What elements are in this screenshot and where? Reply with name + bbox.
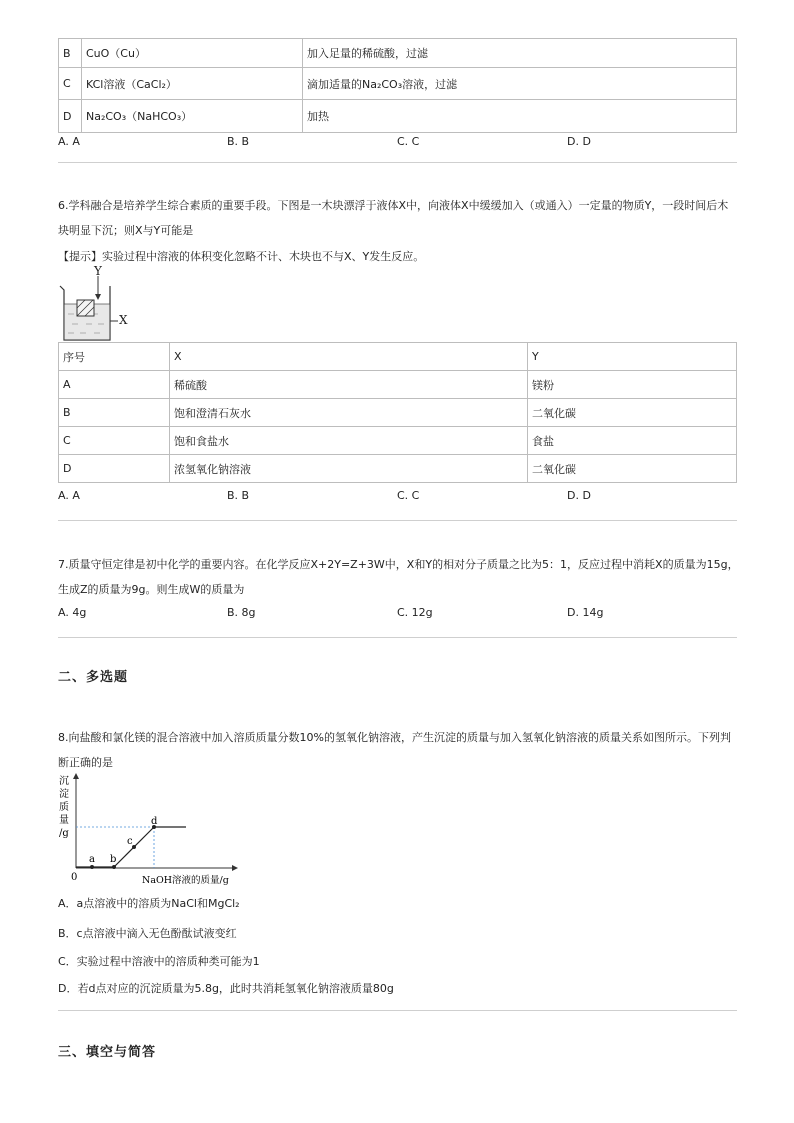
- graph-point-b: [112, 865, 116, 869]
- table-cell: 饱和食盐水: [170, 427, 528, 455]
- table-cell: Na₂CO₃（NaHCO₃）: [82, 100, 303, 133]
- table-header-cell: Y: [528, 343, 737, 371]
- graph-y-label-char: 量: [59, 815, 69, 826]
- table-cell: B: [59, 39, 82, 68]
- table-cell: 镁粉: [528, 371, 737, 399]
- q6-option-b[interactable]: B. B: [227, 489, 250, 502]
- graph-y-label-char: /g: [59, 828, 69, 839]
- table-cell: D: [59, 455, 170, 483]
- table-cell: 二氧化碳: [528, 399, 737, 427]
- table-cell: 加热: [303, 100, 737, 133]
- graph-point-a: [90, 865, 94, 869]
- graph-label-a: a: [89, 854, 95, 865]
- table-cell: 饱和澄清石灰水: [170, 399, 528, 427]
- q6-option-a[interactable]: A. A: [58, 489, 80, 502]
- table-cell: 滴加适量的Na₂CO₃溶液，过滤: [303, 68, 737, 100]
- beaker-figure: [58, 264, 148, 344]
- table-header-cell: 序号: [59, 343, 170, 371]
- table-row: [59, 455, 737, 483]
- table-header-row: [59, 343, 737, 371]
- q8-option-d[interactable]: D．若d点对应的沉淀质量为5.8g，此时共消耗氢氧化钠溶液质量80g: [58, 982, 394, 995]
- section-title: 二、多选题: [58, 670, 129, 685]
- q8-stem-line2: 断正确的是: [58, 756, 113, 769]
- table-row: [59, 371, 737, 399]
- table-cell: KCl溶液（CaCl₂）: [82, 68, 303, 100]
- figure-label-y: Y: [94, 264, 102, 278]
- q5-option-b[interactable]: B. B: [227, 135, 250, 148]
- table-row: [59, 427, 737, 455]
- table-cell: C: [59, 68, 82, 100]
- graph-label-b: b: [110, 854, 117, 865]
- q5-option-c[interactable]: C. C: [397, 135, 420, 148]
- q6-table: [58, 342, 737, 483]
- section-title: 三、填空与简答: [58, 1045, 157, 1060]
- q7-option-b[interactable]: B. 8g: [227, 606, 256, 619]
- q5-option-a[interactable]: A. A: [58, 135, 80, 148]
- graph-y-label-char: 淀: [59, 789, 69, 800]
- graph-label-d: d: [151, 816, 158, 827]
- table-cell: C: [59, 427, 170, 455]
- q8-option-b[interactable]: B．c点溶液中滴入无色酚酞试液变红: [58, 927, 237, 940]
- graph-origin-label: 0: [71, 872, 78, 883]
- figure-label-x: X: [119, 313, 128, 327]
- q7-stem-line2: 生成Z的质量为9g。则生成W的质量为: [58, 583, 245, 596]
- table-header-cell: X: [170, 343, 528, 371]
- table-row: [59, 100, 737, 133]
- table-cell: B: [59, 399, 170, 427]
- q6-stem-line2: 块明显下沉；则X与Y可能是: [58, 224, 194, 237]
- table-cell: 加入足量的稀硫酸，过滤: [303, 39, 737, 68]
- divider: [58, 520, 737, 521]
- table-row: [59, 68, 737, 100]
- q8-option-a[interactable]: A．a点溶液中的溶质为NaCl和MgCl₂: [58, 897, 240, 910]
- q7-option-d[interactable]: D. 14g: [567, 606, 604, 619]
- q8-option-c[interactable]: C．实验过程中溶液中的溶质种类可能为1: [58, 955, 260, 968]
- table-cell: 稀硫酸: [170, 371, 528, 399]
- q5-option-d[interactable]: D. D: [567, 135, 591, 148]
- divider: [58, 1010, 737, 1011]
- table-row: [59, 39, 737, 68]
- divider: [58, 637, 737, 638]
- divider: [58, 162, 737, 163]
- q6-option-d[interactable]: D. D: [567, 489, 591, 502]
- graph-y-label-char: 沉: [59, 776, 69, 787]
- q7-option-c[interactable]: C. 12g: [397, 606, 433, 619]
- table-cell: A: [59, 371, 170, 399]
- q6-stem-line1: 6.学科融合是培养学生综合素质的重要手段。下图是一木块漂浮于液体X中，向液体X中缓缓加入（或通入）一定量的物质Y，一段时间后木: [58, 199, 729, 212]
- q5-table: [58, 38, 737, 133]
- table-cell: CuO（Cu）: [82, 39, 303, 68]
- graph-label-c: c: [127, 836, 133, 847]
- q7-option-a[interactable]: A. 4g: [58, 606, 87, 619]
- q7-stem-line1: 7.质量守恒定律是初中化学的重要内容。在化学反应X+2Y=Z+3W中，X和Y的相对分子质量之比为5：1，反应过程中消耗X的质量为15g，: [58, 558, 739, 571]
- table-row: [59, 399, 737, 427]
- precipitate-graph: [58, 770, 248, 888]
- q6-hint: 【提示】实验过程中溶液的体积变化忽略不计、木块也不与X、Y发生反应。: [58, 250, 425, 263]
- q8-stem-line1: 8.向盐酸和氯化镁的混合溶液中加入溶质质量分数10%的氢氧化钠溶液，产生沉淀的质量与加入氢氧化钠溶液的质量关系如图所示。下列判: [58, 731, 731, 744]
- graph-x-axis-label: NaOH溶液的质量/g: [142, 875, 229, 886]
- table-cell: 浓氢氧化钠溶液: [170, 455, 528, 483]
- table-cell: D: [59, 100, 82, 133]
- table-cell: 二氧化碳: [528, 455, 737, 483]
- graph-y-label-char: 质: [59, 802, 69, 813]
- table-cell: 食盐: [528, 427, 737, 455]
- q6-option-c[interactable]: C. C: [397, 489, 420, 502]
